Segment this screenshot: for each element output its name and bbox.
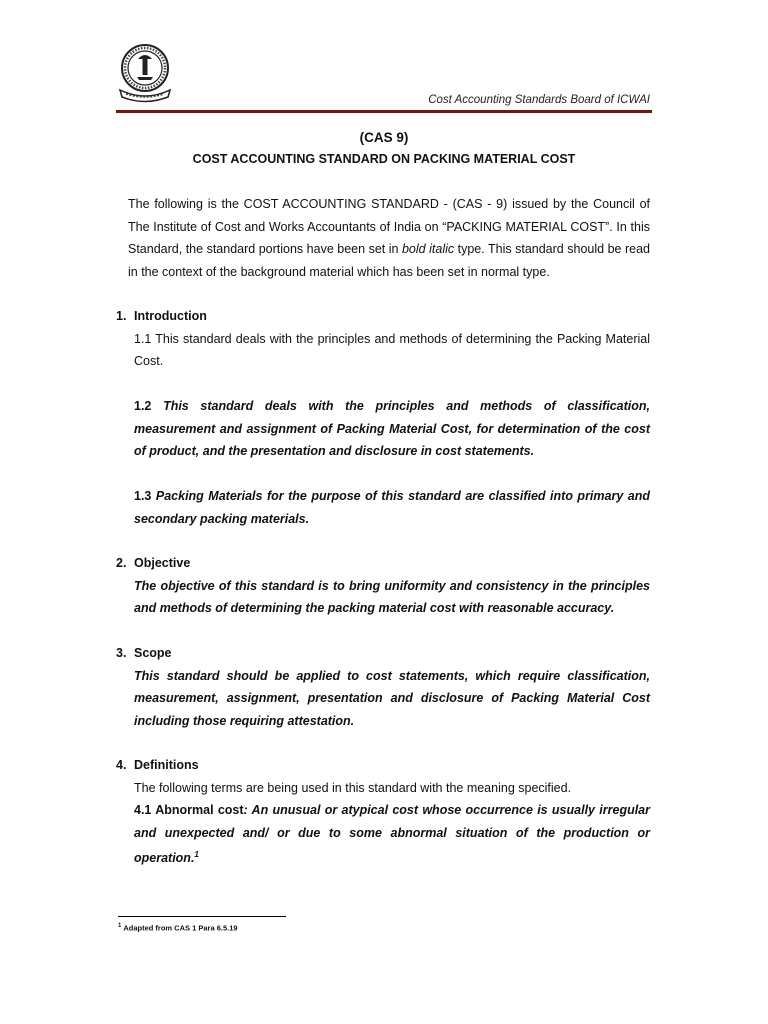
- footnote-ref[interactable]: 1: [194, 850, 199, 859]
- footnote-rule: [118, 916, 286, 917]
- section-introduction: [116, 305, 650, 530]
- section-definitions: [116, 754, 650, 870]
- para-number: 1.2: [134, 399, 152, 413]
- doc-title: COST ACCOUNTING STANDARD ON PACKING MATERIAL COST: [192, 152, 576, 166]
- footnote-text: Adapted from CAS 1 Para 6.5.19: [123, 923, 238, 933]
- section-heading-text: Introduction: [134, 309, 207, 323]
- paragraph-1-3: [134, 485, 650, 530]
- section-heading-text: Definitions: [134, 758, 199, 772]
- doc-code: (CAS 9): [359, 130, 409, 145]
- section-scope: [116, 642, 650, 732]
- definition-colon: :: [243, 803, 248, 817]
- header-rule: [116, 110, 652, 113]
- section-heading-text: Scope: [134, 646, 172, 660]
- header-title: Cost Accounting Standards Board of ICWAI: [428, 94, 650, 106]
- section-number: 2.: [116, 556, 127, 570]
- paragraph-1-2: [134, 395, 650, 463]
- section-heading: [116, 305, 650, 328]
- definition-term: 4.1 Abnormal cost: [134, 803, 244, 817]
- intro-emphasis: bold italic: [401, 242, 455, 256]
- definition-abnormal-cost: [134, 799, 650, 870]
- scope-text: This standard should be applied to cost statements, which require classification, measurement, assignment, presentation and disclosure of Packing Material Cost including those requiring attestation.: [134, 668, 650, 728]
- section-number: 3.: [116, 646, 127, 660]
- para-number: 1.3: [134, 489, 152, 503]
- section-heading: [116, 754, 650, 777]
- para-text: This standard deals with the principles and methods of classification, measurement and assignment of Packing Material Cost, for determination of the cost of product, and the presentation and disclosure in cost statements.: [134, 399, 650, 458]
- definition-text: An unusual or atypical cost whose occurrence is usually irregular and unexpected and/ or due to some abnormal situation of the production or operation.: [134, 803, 650, 866]
- footnote: [118, 923, 238, 933]
- section-number: 4.: [116, 758, 127, 772]
- intro-paragraph: [128, 193, 650, 283]
- intro-text: The following is the COST ACCOUNTING STANDARD - (CAS - 9) issued by the Council of The Institute of Cost and Works Accountants of India on “PACKING MATERIAL COST”. In this Standard, the standard portions have been set in: [128, 197, 650, 256]
- para-text: Packing Materials for the purpose of this standard are classified into primary and secondary packing materials.: [134, 489, 650, 526]
- footnote-number: 1: [118, 923, 122, 929]
- section-number: 1.: [116, 309, 127, 323]
- intro-text-end: type. This standard should be read in the context of the background material which has been set in normal type.: [128, 242, 650, 279]
- section-heading: [116, 552, 650, 575]
- seal-icon: [118, 42, 172, 104]
- section-objective: [116, 552, 650, 620]
- objective-text: The objective of this standard is to bring uniformity and consistency in the principles and methods of determining the packing material cost with reasonable accuracy.: [134, 578, 650, 615]
- icwai-logo: [118, 42, 172, 104]
- definitions-intro: The following terms are being used in this standard with the meaning specified.: [134, 780, 572, 795]
- section-heading: [116, 642, 650, 665]
- section-heading-text: Objective: [134, 556, 191, 570]
- paragraph-1-1: 1.1 This standard deals with the principles and methods of determining the Packing Material Cost.: [134, 331, 650, 368]
